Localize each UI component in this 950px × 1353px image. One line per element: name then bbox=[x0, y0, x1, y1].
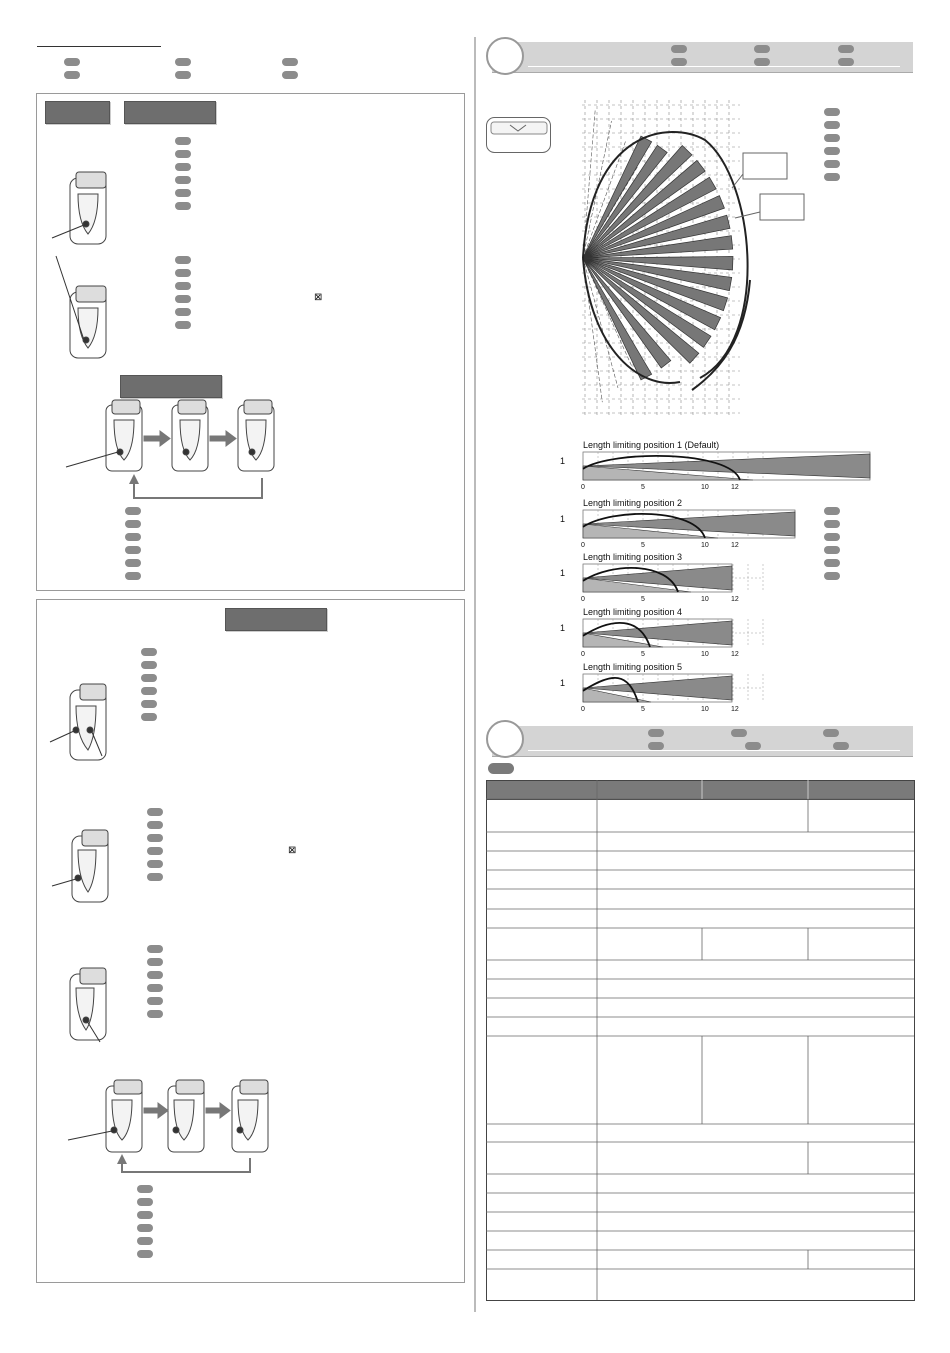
row-label: 1 bbox=[560, 514, 566, 524]
tick-label: 0 bbox=[581, 542, 585, 549]
tick-label: 10 bbox=[701, 651, 709, 658]
lang-marker bbox=[833, 742, 849, 750]
box-symbol: ⊠ bbox=[314, 292, 323, 303]
lang-marker bbox=[648, 729, 664, 737]
lang-marker bbox=[838, 58, 854, 66]
length-position-label: Length limiting position 1 (Default) bbox=[583, 440, 720, 450]
table-frame bbox=[487, 781, 915, 1301]
section-header-rule bbox=[528, 750, 900, 751]
tick-label: 0 bbox=[581, 706, 585, 713]
lang-marker bbox=[671, 58, 687, 66]
lang-marker bbox=[671, 45, 687, 53]
tick-label: 10 bbox=[701, 706, 709, 713]
lang-marker bbox=[823, 729, 839, 737]
length-position-label: Length limiting position 5 bbox=[583, 662, 683, 672]
specifications-table bbox=[486, 780, 916, 1302]
sensor-illustration bbox=[0, 0, 470, 1300]
tick-label: 0 bbox=[581, 651, 585, 658]
tick-label: 0 bbox=[581, 596, 585, 603]
callout-box bbox=[760, 194, 804, 220]
lang-marker bbox=[754, 45, 770, 53]
table-header-row bbox=[487, 781, 915, 800]
tick-label: 5 bbox=[641, 484, 645, 491]
tick-label: 12 bbox=[731, 596, 739, 603]
section-number-badge bbox=[486, 720, 524, 758]
box-symbol: ⊠ bbox=[288, 845, 297, 856]
row-label: 1 bbox=[560, 568, 566, 578]
tick-label: 10 bbox=[701, 484, 709, 491]
tick-label: 10 bbox=[701, 542, 709, 549]
callout-box bbox=[743, 153, 787, 179]
tick-label: 10 bbox=[701, 596, 709, 603]
lang-marker bbox=[731, 729, 747, 737]
tick-label: 0 bbox=[581, 484, 585, 491]
length-position-label: Length limiting position 2 bbox=[583, 498, 683, 508]
tick-label: 5 bbox=[641, 596, 645, 603]
section-number-badge bbox=[486, 37, 524, 75]
length-position-label: Length limiting position 4 bbox=[583, 607, 683, 617]
lang-marker bbox=[648, 742, 664, 750]
sensor-topview-icon bbox=[486, 117, 552, 155]
row-label: 1 bbox=[560, 623, 566, 633]
column-divider bbox=[474, 37, 476, 1312]
section-header-rule bbox=[528, 66, 900, 67]
tick-label: 12 bbox=[731, 542, 739, 549]
table-lang-marker bbox=[488, 763, 514, 774]
row-label: 1 bbox=[560, 678, 566, 688]
tick-label: 5 bbox=[641, 706, 645, 713]
tick-label: 5 bbox=[641, 542, 645, 549]
lang-marker bbox=[838, 45, 854, 53]
callout-pointer bbox=[735, 212, 760, 218]
length-position-label: Length limiting position 3 bbox=[583, 552, 683, 562]
tick-label: 12 bbox=[731, 484, 739, 491]
section-header-specifications bbox=[492, 726, 913, 757]
tick-label: 12 bbox=[731, 651, 739, 658]
lang-marker bbox=[754, 58, 770, 66]
detection-pattern-diagram bbox=[580, 100, 810, 420]
tick-label: 5 bbox=[641, 651, 645, 658]
callout-pointer bbox=[732, 174, 743, 188]
lang-marker bbox=[745, 742, 761, 750]
tick-label: 12 bbox=[731, 706, 739, 713]
row-label: 1 bbox=[560, 456, 566, 466]
